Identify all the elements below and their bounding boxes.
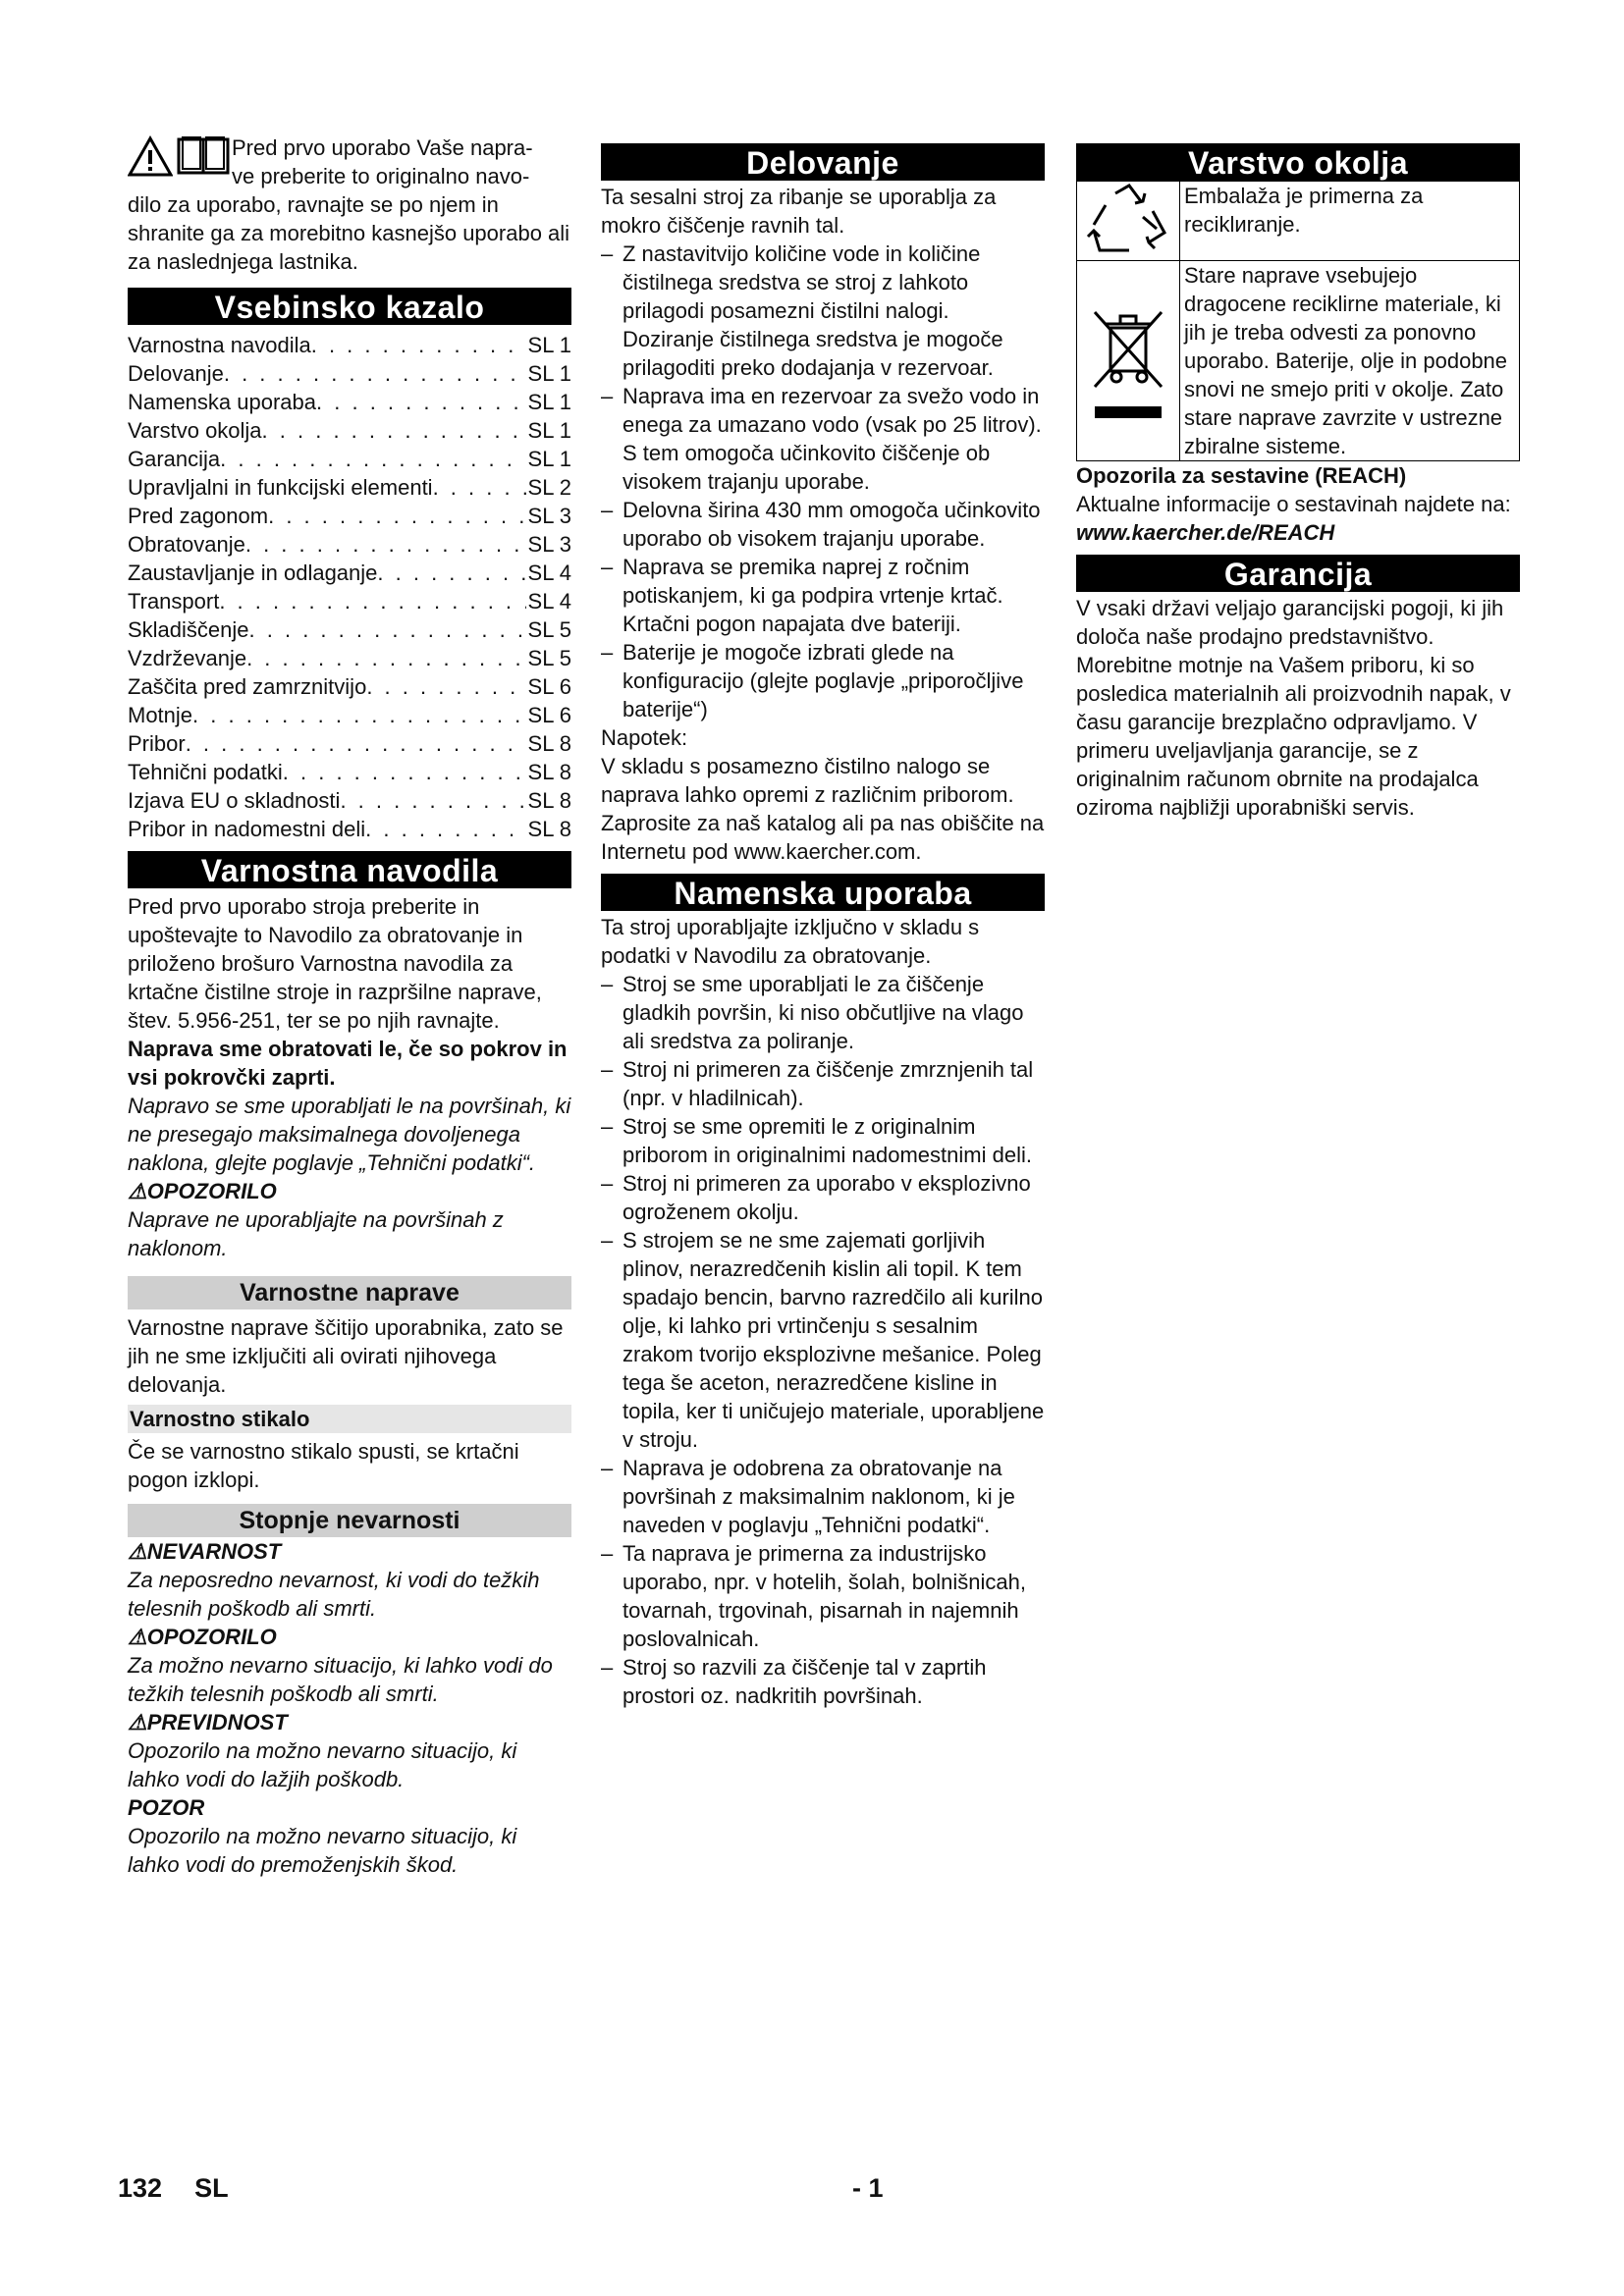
- toc-item-page: SL 5: [527, 617, 571, 642]
- toc-item: [128, 473, 571, 502]
- recycling-icon-cell: [1077, 182, 1180, 260]
- intended-use-heading: Namenska uporaba: [601, 874, 1045, 911]
- intro-text: dilo za uporabo, ravnajte se po njem in shranite ga za morebitno kasnejšo uporabo ali za naslednjega lastnika.: [128, 192, 570, 274]
- danger-text: Za neposredno nevarnost, ki vodi do težkih telesnih poškodb ali smrti.: [128, 1568, 540, 1621]
- toc-list: [128, 331, 571, 843]
- safety-intro: Pred prvo uporabo stroja preberite in upoštevajte to Navodilo za obratovanje in priloženo brošuro Varnostna navodila za krtačne čistilne stroje in razpršilne naprave, štev. 5.956-251, ter se po njih ravnajte.: [128, 894, 542, 1033]
- attention-text: Opozorilo na možno nevarno situacijo, ki lahko vodi do premoženjskih škod.: [128, 1824, 517, 1877]
- toc-item-title: Pred zagonom: [128, 504, 269, 528]
- operation-list-item: – Z nastavitvijo količine vode in količine čistilnega sredstva se stroj z lahkoto prilagodi posamezni čistilni nalogi. Doziranje čistilnega sredstva je mogoče prilagoditi preko dodajanja v rezervoar.: [601, 240, 1045, 382]
- toc-item-page: SL 4: [527, 589, 571, 614]
- toc-item-title: Garancija: [128, 447, 221, 471]
- toc-item-page: SL 1: [527, 390, 571, 414]
- intended-use-list-item: – S strojem se ne sme zajemati gorljivih plinov, nerazredčenih kislin ali topil. K tem spadajo bencin, barvno razredčilo ali kurilno olje, ki lahko pri vrtinčenju s sesalnim zrakom tvorijo eksplozivne mešanice. Poleg tega še aceton, nerazredčene kisline in topila, ker ti uničujejo materiale, uporabljene v stroju.: [601, 1226, 1045, 1454]
- operation-intro: Ta sesalni stroj za ribanje se uporablja za mokro čiščenje ravnih tal.: [601, 185, 997, 238]
- toc-item-leader: [186, 729, 526, 758]
- toc-item: [128, 786, 571, 815]
- toc-item-title: Transport: [128, 589, 220, 614]
- manual-book-icon: [177, 133, 230, 175]
- intended-use-intro: Ta stroj uporabljajte izključno v skladu s podatki v Navodilu za obratovanje.: [601, 915, 980, 968]
- operation-list-item: – Naprava ima en rezervoar za svežo vodo in enega za umazano vodo (vsak po 25 litrov). S tem omogoča učinkovito čiščenje ob visokem trajanju uporabe.: [601, 382, 1045, 496]
- toc-item-page: SL 3: [527, 504, 571, 528]
- safety-switch-text: Če se varnostno stikalo spusti, se krtačni pogon izklopi.: [128, 1439, 519, 1492]
- toc-item: [128, 445, 571, 473]
- crossed-bin-icon: [1087, 304, 1169, 399]
- toc-item-leader: [224, 359, 526, 388]
- operation-note-text: V skladu s posamezno čistilno nalogo se naprava lahko opremi z različnim priborom. Zaprosite za naš katalog ali pa nas obiščite na Internetu pod www.kaercher.com.: [601, 754, 1045, 864]
- toc-item: [128, 815, 571, 843]
- toc-item-leader: [246, 644, 525, 672]
- operation-heading: Delovanje: [601, 143, 1045, 181]
- toc-item-title: Zaustavljanje in odlaganje: [128, 561, 378, 585]
- toc-item-title: Obratovanje: [128, 532, 245, 557]
- safety-warning-text: Naprave ne uporabljajte na površinah z naklonom.: [128, 1207, 504, 1260]
- toc-item: [128, 672, 571, 701]
- safety-switch-heading: Varnostno stikalo: [128, 1405, 571, 1433]
- toc-item-title: Skladiščenje: [128, 617, 249, 642]
- toc-item-page: SL 3: [527, 532, 571, 557]
- toc-item: [128, 587, 571, 615]
- toc-item: [128, 331, 571, 359]
- safety-devices-heading: Varnostne naprave: [128, 1276, 571, 1309]
- toc-item-title: Motnje: [128, 703, 193, 727]
- toc-item: [128, 416, 571, 445]
- toc-item-leader: [249, 615, 526, 644]
- toc-item-leader: [311, 331, 526, 359]
- packaging-text: Embalaža je primerna za reciklиranje.: [1184, 184, 1424, 237]
- toc-item-page: SL 1: [527, 418, 571, 443]
- intro-line-2: ve preberite to originalno navo-: [232, 164, 530, 188]
- toc-item-title: Pribor in nadomestni deli: [128, 817, 366, 841]
- reach-url: www.kaercher.de/REACH: [1076, 520, 1335, 545]
- warning-small-icon: ⚠: [128, 1179, 147, 1203]
- toc-item: [128, 729, 571, 758]
- toc-item-page: SL 8: [527, 817, 571, 841]
- toc-item-leader: [377, 559, 525, 587]
- intended-use-list-item: – Stroj se sme uporabljati le za čiščenje gladkih površin, ki niso občutljive na vlago ali sredstva za poliranje.: [601, 970, 1045, 1055]
- reach-heading: Opozorila za sestavine (REACH): [1076, 463, 1407, 488]
- warranty-heading: Garancija: [1076, 555, 1520, 592]
- toc-item: [128, 502, 571, 530]
- intended-use-list: [601, 970, 1045, 1710]
- warning-small-icon: ⚠: [128, 1710, 147, 1735]
- toc-item-leader: [340, 786, 525, 815]
- toc-item-leader: [433, 473, 526, 502]
- operation-list: [601, 240, 1045, 723]
- toc-item-title: Delovanje: [128, 361, 224, 386]
- toc-item: [128, 359, 571, 388]
- toc-item-page: SL 8: [527, 760, 571, 784]
- intro-block: [128, 133, 571, 276]
- toc-item-leader: [262, 416, 526, 445]
- safety-warning-label: ⚠OPOZORILO: [128, 1179, 277, 1203]
- toc-item: [128, 530, 571, 559]
- toc-item-page: SL 6: [527, 674, 571, 699]
- intended-use-list-item: – Stroj ni primeren za čiščenje zmrznjenih tal (npr. v hladilnicah).: [601, 1055, 1045, 1112]
- column-middle: [601, 143, 1045, 1710]
- intended-use-list-item: – Stroj ni primeren za uporabo v eksplozivno ogroženem okolju.: [601, 1169, 1045, 1226]
- toc-item-page: SL 1: [527, 447, 571, 471]
- environment-heading: Varstvo okolja: [1076, 143, 1520, 181]
- attention-label: POZOR: [128, 1795, 205, 1820]
- packaging-box: [1076, 181, 1520, 260]
- toc-item: [128, 559, 571, 587]
- toc-item-page: SL 5: [527, 646, 571, 670]
- warning-small-icon: ⚠: [128, 1539, 147, 1564]
- toc-item-title: Zaščita pred zamrznitvijo: [128, 674, 367, 699]
- toc-item-title: Izjava EU o skladnosti: [128, 788, 341, 813]
- warning-small-icon: ⚠: [128, 1625, 147, 1649]
- intended-use-list-item: – Ta naprava je primerna za industrijsko uporabo, npr. v hotelih, šolah, bolnišnicah, tovarnah, trgovinah, pisarnah in najemnih poslovalnicah.: [601, 1539, 1045, 1653]
- warning-triangle-icon: [128, 135, 173, 177]
- operation-note-label: Napotek:: [601, 725, 688, 750]
- intended-use-list-item: – Naprava je odobrena za obratovanje na površinah z maksimalnim naklonom, ki je naveden v poglavju „Tehnični podatki“.: [601, 1454, 1045, 1539]
- safety-cover-note: Naprava sme obratovati le, če so pokrov in vsi pokrovčki zaprti.: [128, 1037, 568, 1090]
- toc-heading: Vsebinsko kazalo: [128, 288, 571, 325]
- footer-page: [118, 2173, 229, 2204]
- safety-devices-text: Varnostne naprave ščitijo uporabnika, zato se jih ne sme izključiti ali ovirati njihovega delovanja.: [128, 1315, 564, 1397]
- operation-list-item: – Naprava se premika naprej z ročnim potiskanjem, ki ga podpira vrtenje krtač. Krtačni pogon napajata dve bateriji.: [601, 553, 1045, 638]
- safety-slope-note: Napravo se sme uporabljati le na površinah, ki ne presegajo maksimalnega dovoljenega naklona, glejte poglavje „Tehnični podatki“.: [128, 1094, 571, 1175]
- safety-heading: Varnostna navodila: [128, 851, 571, 888]
- column-left: [128, 133, 571, 1879]
- warning-text: Za možno nevarno situacijo, ki lahko vodi do težkih telesnih poškodb ali smrti.: [128, 1653, 553, 1706]
- operation-list-item: – Baterije je mogoče izbrati glede na konfiguracijo (glejte poglavje „priporočljive baterije“): [601, 638, 1045, 723]
- disposal-icon-cell: [1077, 261, 1180, 460]
- toc-item-title: Tehnični podatki: [128, 760, 283, 784]
- toc-item-leader: [316, 388, 526, 416]
- toc-item-page: SL 1: [527, 361, 571, 386]
- toc-item-leader: [220, 445, 525, 473]
- toc-item: [128, 388, 571, 416]
- toc-item-title: Varnostna navodila: [128, 333, 311, 357]
- caution-text: Opozorilo na možno nevarno situacijo, ki lahko vodi do lažjih poškodb.: [128, 1738, 517, 1791]
- toc-item-title: Pribor: [128, 731, 186, 756]
- toc-item-leader: [366, 672, 525, 701]
- page-number: 132: [118, 2173, 163, 2203]
- toc-item: [128, 758, 571, 786]
- toc-item-page: SL 1: [527, 333, 571, 357]
- language-code: SL: [194, 2173, 229, 2203]
- reach-text: Aktualne informacije o sestavinah najdete na:: [1076, 492, 1511, 516]
- toc-item-page: SL 8: [527, 788, 571, 813]
- toc-item: [128, 644, 571, 672]
- toc-item-title: Vzdrževanje: [128, 646, 247, 670]
- toc-item-page: SL 6: [527, 703, 571, 727]
- intended-use-list-item: – Stroj so razvili za čiščenje tal v zaprtih prostori oz. nadkritih površinah.: [601, 1653, 1045, 1710]
- toc-item-leader: [192, 701, 526, 729]
- footer-sheet: - 1: [852, 2173, 884, 2203]
- toc-item-title: Upravljalni in funkcijski elementi: [128, 475, 433, 500]
- toc-item-title: Varstvo okolja: [128, 418, 262, 443]
- old-devices-text: Stare naprave vsebujejo dragocene reciklirne materiale, ki jih je treba odvesti za ponovno uporabo. Baterije, olje in podobne snovi ne smejo priti v okolje. Zato stare naprave zavrzite v ustrezne zbiralne sisteme.: [1184, 263, 1508, 458]
- toc-item: [128, 615, 571, 644]
- danger-label: ⚠NEVARNOST: [128, 1539, 282, 1564]
- toc-item-leader: [283, 758, 526, 786]
- warning-label: ⚠OPOZORILO: [128, 1625, 277, 1649]
- toc-item-page: SL 8: [527, 731, 571, 756]
- toc-item-title: Namenska uporaba: [128, 390, 317, 414]
- toc-item-page: SL 4: [527, 561, 571, 585]
- intended-use-list-item: – Stroj se sme opremiti le z originalnim priborom in originalnimi nadomestnimi deli.: [601, 1112, 1045, 1169]
- warning-manual-icons: [128, 133, 232, 177]
- disposal-bar: [1095, 406, 1162, 418]
- old-devices-box: [1076, 260, 1520, 461]
- toc-item-leader: [365, 815, 525, 843]
- toc-item-leader: [268, 502, 525, 530]
- recycling-icon: [1084, 182, 1172, 260]
- toc-item: [128, 701, 571, 729]
- toc-item-leader: [219, 587, 525, 615]
- caution-label: ⚠PREVIDNOST: [128, 1710, 288, 1735]
- danger-levels-heading: Stopnje nevarnosti: [128, 1504, 571, 1537]
- toc-item-leader: [245, 530, 526, 559]
- toc-item-page: SL 2: [527, 475, 571, 500]
- column-right: [1076, 143, 1520, 822]
- warranty-text: V vsaki državi veljajo garancijski pogoji, ki jih določa naše prodajno predstavništvo. Morebitne motnje na Vašem priboru, ki so posledica materialnih ali proizvodnih napak, v času garancije brezplačno odpravljamo. V primeru uveljavljanja garancije, se z originalnim računom obrnite na prodajalca oziroma najbližji uporabniški servis.: [1076, 596, 1511, 820]
- intro-line-1: Pred prvo uporabo Vaše napra-: [232, 135, 533, 160]
- operation-list-item: – Delovna širina 430 mm omogoča učinkovito uporabo ob visokem trajanju uporabe.: [601, 496, 1045, 553]
